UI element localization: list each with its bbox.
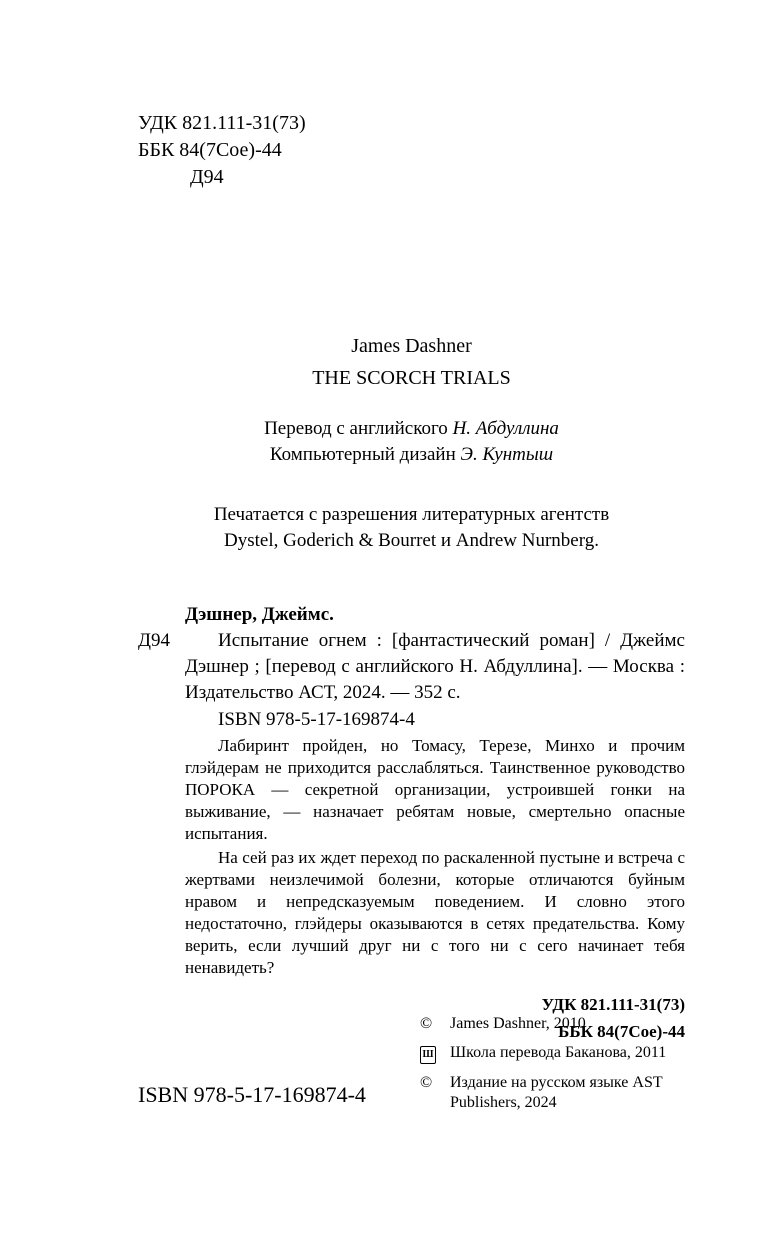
translation-prefix: Перевод с английского bbox=[264, 418, 453, 439]
copyright-row-author bbox=[420, 1014, 688, 1034]
agency-line-1: Печатается с разрешения литературных агентств bbox=[213, 504, 610, 525]
udk-code-right: УДК 821.111-31(73) bbox=[541, 995, 685, 1014]
author-sign-index: Д94 bbox=[190, 166, 224, 188]
top-bibliographic-codes bbox=[138, 110, 306, 191]
catalogue-isbn: ISBN 978-5-17-169874-4 bbox=[218, 709, 415, 730]
annotation-paragraph-1: Лабиринт пройден, но Томасу, Терезе, Минхо и прочим глэйдерам не приходится расслабляться. Таинственное руководство ПОРОКА — секретной организации, устроившей гонки на выживание, — назначает ребятам новые, смертельно опасные испытания. bbox=[185, 736, 685, 843]
catalogue-description-text: Испытание огнем : [фантастический роман] / Джеймс Дэшнер ; [перевод с английского Н. Абдуллина]. — Москва : Издательство АСТ, 2024. — 352 с. bbox=[185, 630, 685, 703]
annotation-paragraph-2: На сей раз их ждет переход по раскаленной пустыне и встреча с жертвами неизлечимой болезни, которые отличаются буйным нравом и непредсказуемым поведением. И словно этого недостаточно, глэйдеры оказываются в сетях предательства. Кому верить, если лучший друг ни с того ни с сего начинает тебя ненавидеть? bbox=[185, 848, 685, 977]
catalogue-description bbox=[138, 628, 685, 706]
bottom-isbn: ISBN 978-5-17-169874-4 bbox=[138, 1082, 366, 1107]
designer-line bbox=[138, 442, 685, 468]
copyright-symbol-publisher: © bbox=[420, 1074, 433, 1091]
original-author: James Dashner bbox=[351, 335, 472, 357]
copyright-symbol: © bbox=[420, 1015, 433, 1032]
copyright-block bbox=[420, 1014, 688, 1122]
bbk-code-right: ББК 84(7Сое)-44 bbox=[558, 1022, 685, 1041]
translator-name: Н. Абдуллина bbox=[452, 418, 559, 439]
bakanov-school-logo-icon: Ш bbox=[420, 1046, 436, 1064]
original-title-block bbox=[138, 330, 685, 394]
original-title: THE SCORCH TRIALS bbox=[312, 367, 511, 389]
translation-school-text: Школа перевода Баканова, 2011 bbox=[450, 1044, 667, 1061]
agency-line-2: Dystel, Goderich & Bourret и Andrew Nurnberg. bbox=[224, 530, 599, 551]
translator-line bbox=[138, 416, 685, 442]
catalogue-author: Дэшнер, Джеймс. bbox=[185, 604, 334, 625]
designer-name: Э. Кунтыш bbox=[460, 444, 554, 465]
udk-code: УДК 821.111-31(73) bbox=[138, 112, 306, 134]
catalogue-card bbox=[138, 602, 685, 1045]
copyright-row-translation-school bbox=[420, 1043, 688, 1064]
translation-credits bbox=[138, 416, 685, 468]
catalogue-index: Д94 bbox=[138, 630, 170, 651]
publisher-edition-text: Издание на русском языке AST Publishers, 2024 bbox=[450, 1074, 663, 1111]
copyright-row-publisher bbox=[420, 1073, 688, 1113]
copyright-author-text: James Dashner, 2010 bbox=[450, 1015, 586, 1032]
bbk-code: ББК 84(7Сое)-44 bbox=[138, 139, 282, 161]
design-prefix: Компьютерный дизайн bbox=[269, 444, 461, 465]
agency-notice bbox=[138, 502, 685, 554]
